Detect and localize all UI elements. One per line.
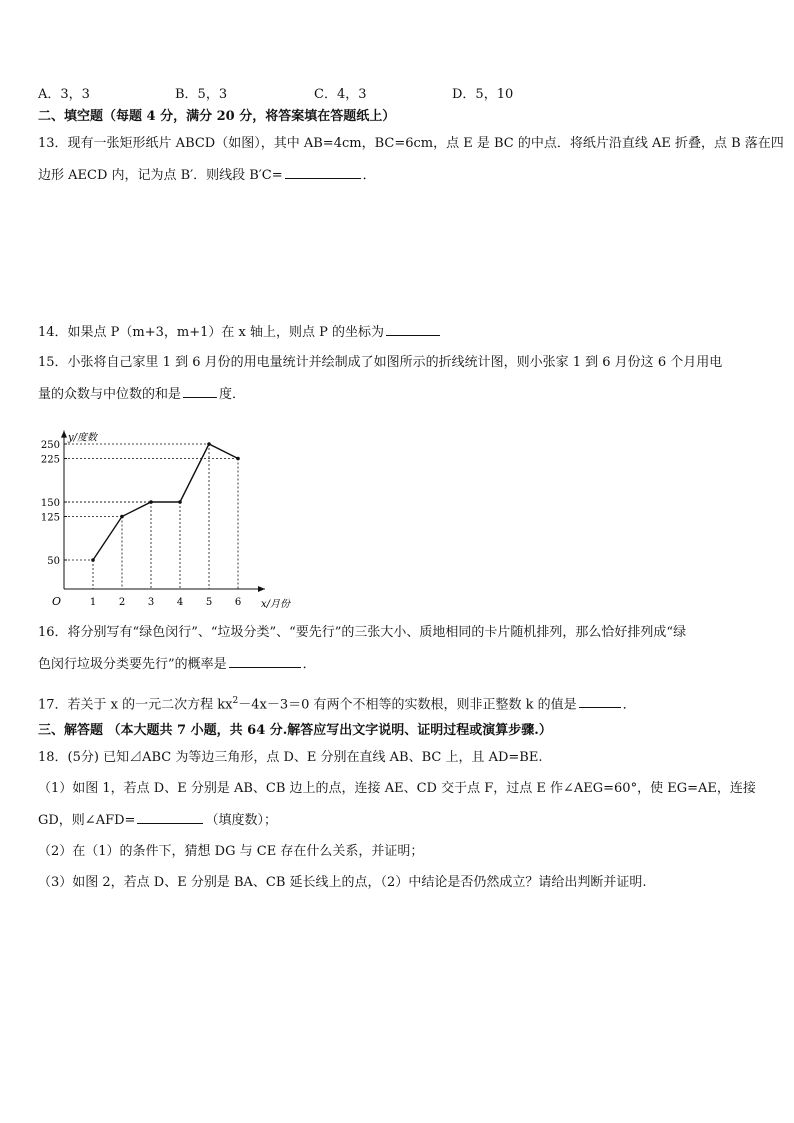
x-tick-label: 5 bbox=[205, 597, 213, 608]
data-point bbox=[178, 500, 182, 504]
data-point bbox=[236, 457, 240, 461]
question-15-text: 量的众数与中位数的和是 bbox=[38, 387, 182, 402]
question-17-text-2: －4x－3＝0 有两个不相等的实数根，则非正整数 k 的值是 bbox=[238, 697, 577, 713]
series-line bbox=[93, 444, 238, 560]
question-16-line2 bbox=[38, 655, 316, 674]
data-point bbox=[120, 515, 124, 519]
answer-blank-16 bbox=[229, 655, 301, 668]
answer-blank-13 bbox=[285, 166, 361, 179]
question-16-line1: 16．将分别写有“绿色闵行”、“垃圾分类”、“要先行”的三张大小、质地相同的卡片随机排列，那么恰好排列成“绿 bbox=[38, 625, 687, 640]
section-title-fill-blank: 二、填空题（每题 4 分，满分 20 分，将答案填在答题纸上） bbox=[38, 109, 396, 124]
y-tick-label: 150 bbox=[40, 498, 60, 509]
option-b: B．5，3 bbox=[175, 87, 228, 102]
section-title-solutions: 三、解答题 （本大题共 7 小题，共 64 分.解答应写出文字说明、证明过程或演算步骤.） bbox=[38, 723, 552, 738]
question-17-text: 17．若关于 x 的一元二次方程 kx bbox=[38, 697, 233, 713]
y-tick-label: 225 bbox=[40, 454, 60, 466]
y-tick-label: 50 bbox=[47, 556, 60, 567]
question-16-end: ． bbox=[302, 657, 316, 672]
x-tick-label: 3 bbox=[147, 597, 155, 608]
option-d: D．5，10 bbox=[452, 87, 514, 102]
question-17 bbox=[38, 692, 636, 714]
question-16-text: 色闵行垃圾分类要先行”的概率是 bbox=[38, 657, 227, 672]
question-18-text: GD，则∠AFD= bbox=[38, 813, 136, 828]
y-tick-label: 125 bbox=[40, 512, 60, 524]
question-18-part1-line1: （1）如图 1，若点 D、E 分别是 AB、CB 边上的点，连接 AE、CD 交于点 F，过点 E 作∠AEG=60°，使 EG=AE，连接 bbox=[38, 781, 756, 796]
question-13-text: 边形 AECD 内，记为点 B′．则线段 B′C= bbox=[38, 168, 283, 183]
question-18-fill-note: （填度数）； bbox=[205, 813, 277, 828]
y-axis-arrow bbox=[61, 431, 67, 438]
question-15-end: 度． bbox=[219, 387, 246, 402]
x-tick-label: 4 bbox=[176, 597, 184, 608]
question-13-line2 bbox=[38, 166, 376, 185]
x-tick-label: 2 bbox=[118, 597, 126, 608]
answer-blank-18 bbox=[137, 811, 203, 824]
answer-blank-15 bbox=[183, 385, 217, 398]
option-c: C．4，3 bbox=[314, 87, 367, 102]
y-tick-label: 250 bbox=[40, 440, 60, 451]
question-13-line1: 13．现有一张矩形纸片 ABCD（如图），其中 AB=4cm，BC=6cm，点 E 是 BC 的中点．将纸片沿直线 AE 折叠，点 B 落在四 bbox=[38, 136, 784, 151]
question-15-line1: 15．小张将自己家里 1 到 6 月份的用电量统计并绘制成了如图所示的折线统计图，则小张家 1 到 6 月份这 6 个月用电 bbox=[38, 355, 723, 370]
question-18-intro: 18．(5分) 已知⊿ABC 为等边三角形，点 D、E 分别在直线 AB、BC 上，且 AD=BE. bbox=[38, 750, 543, 765]
question-15-line2 bbox=[38, 385, 245, 404]
question-17-exponent: 2 bbox=[232, 696, 239, 706]
question-18-part1-line2 bbox=[38, 811, 277, 830]
data-point bbox=[91, 558, 95, 562]
data-point bbox=[149, 500, 153, 504]
x-axis-arrow bbox=[258, 586, 265, 592]
question-14-text: 14．如果点 P（m+3，m+1）在 x 轴上，则点 P 的坐标为 bbox=[38, 325, 385, 340]
question-18-part2: （2）在（1）的条件下，猜想 DG 与 CE 存在什么关系，并证明； bbox=[38, 844, 424, 859]
line-chart bbox=[38, 415, 308, 615]
option-a: A．3，3 bbox=[38, 87, 90, 102]
x-tick-label: 1 bbox=[89, 597, 97, 608]
x-tick-label: 6 bbox=[234, 597, 242, 608]
question-13-end: ． bbox=[362, 168, 376, 183]
question-14 bbox=[38, 323, 442, 342]
x-axis-label: x/月份 bbox=[261, 599, 291, 610]
y-axis-label: y/度数 bbox=[68, 432, 98, 444]
question-18-part3: （3）如图 2，若点 D、E 分别是 BA、CB 延长线上的点，（2）中结论是否仍然成立？请给出判断并证明. bbox=[38, 875, 647, 890]
data-point bbox=[207, 442, 211, 446]
question-17-end: ． bbox=[622, 697, 636, 713]
answer-blank-14 bbox=[386, 323, 440, 336]
answer-blank-17 bbox=[579, 695, 621, 708]
origin-label: O bbox=[52, 595, 62, 608]
